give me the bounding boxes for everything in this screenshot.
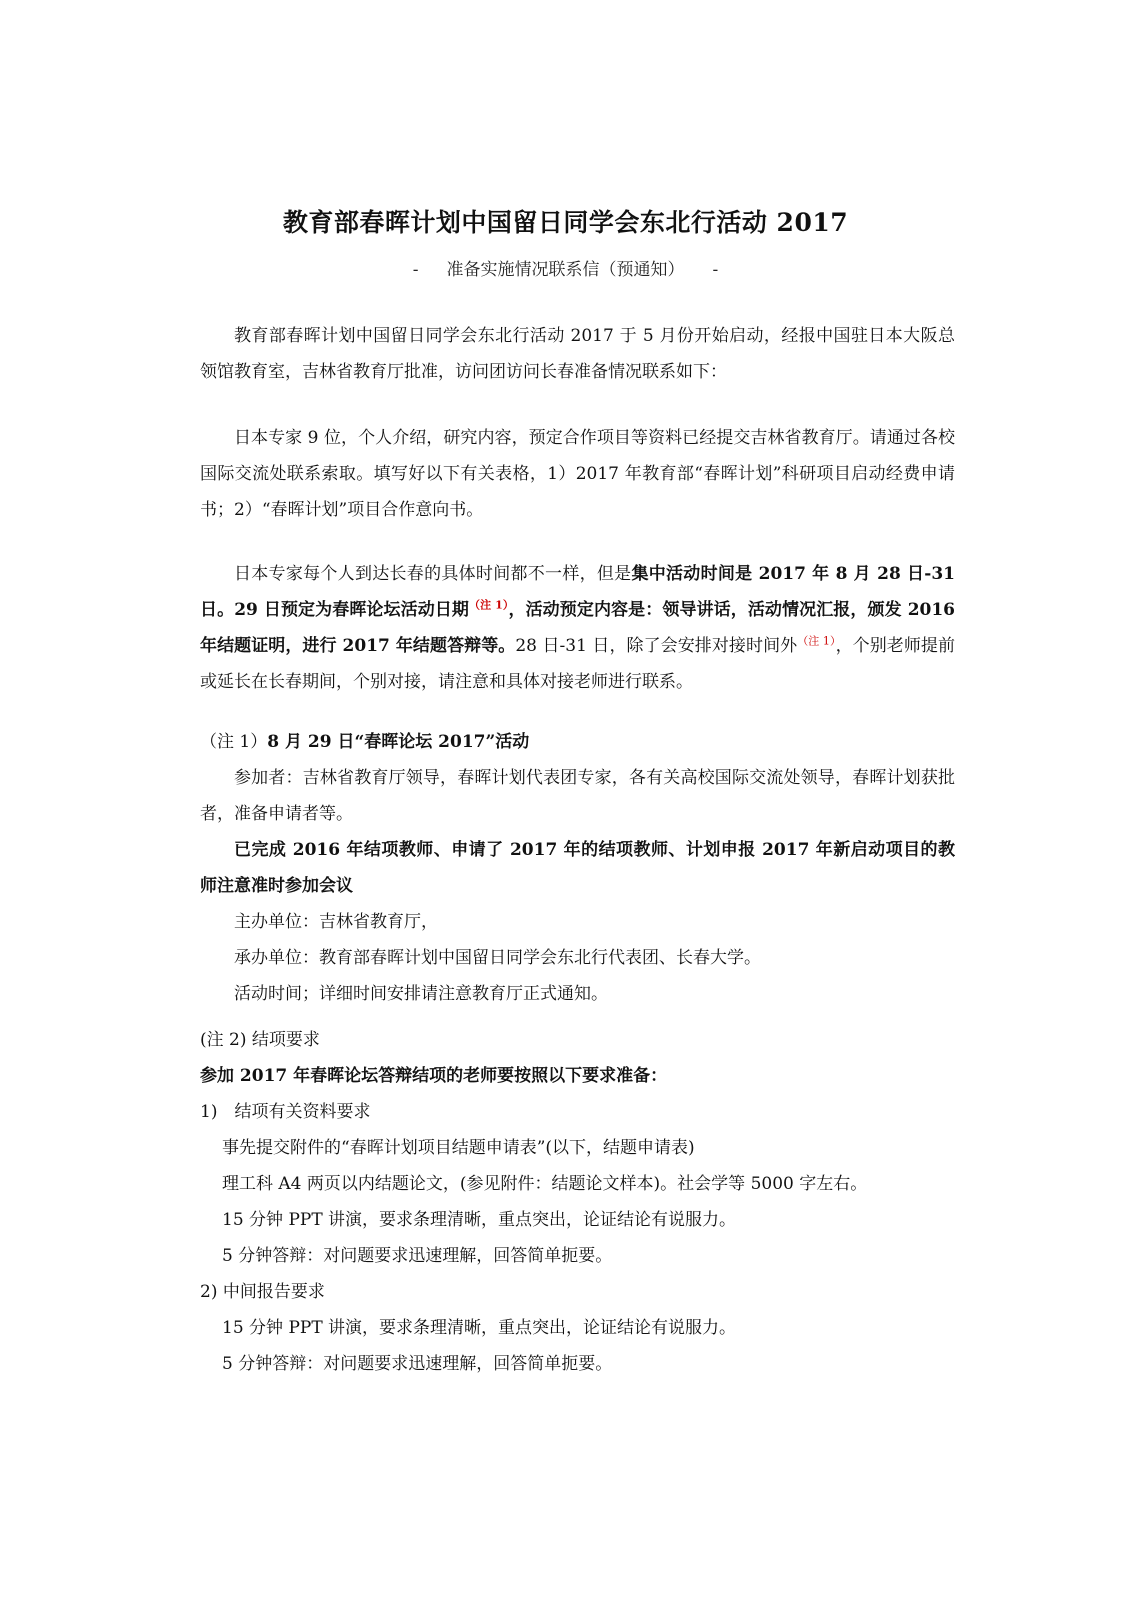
list-item: 15 分钟 PPT 讲演，要求条理清晰，重点突出，论证结论有说服力。 (222, 1318, 737, 1338)
note1-organizer: 承办单位：教育部春晖计划中国留日同学会东北行代表团、长春大学。 (234, 948, 761, 968)
experts-paragraph: 日本专家 9 位，个人介绍，研究内容，预定合作项目等资料已经提交吉林省教育厅。请通过各校国际交流处联系索取。填写好以下有关表格，1）2017 年教育部“春晖计划”科研项目启动经费申请书；2）“春晖计划”项目合作意向书。 (200, 428, 955, 520)
note2-heading: (注 2) 结项要求 (200, 1030, 320, 1050)
note2-bold-intro: 参加 2017 年春晖论坛答辩结项的老师要按照以下要求准备： (200, 1066, 668, 1086)
schedule-paragraph-block (200, 556, 955, 700)
note1-prefix: （注 1） (200, 732, 268, 752)
subtitle-text: 准备实施情况联系信（预通知） (446, 260, 685, 280)
note2-item2-heading: 2) 中间报告要求 (200, 1282, 325, 1302)
list-item: 5 分钟答辩：对问题要求迅速理解，回答简单扼要。 (222, 1354, 613, 1374)
document-subtitle (0, 255, 1131, 280)
note2-item1-heading: 1) 结项有关资料要求 (200, 1102, 371, 1122)
schedule-bold-1: 集中活动时间是 2017 年 8 月 28 日-31 日。29 日预定为春晖论坛活动日期 (200, 564, 955, 620)
intro-paragraph-block (200, 318, 955, 390)
list-item: 事先提交附件的“春晖计划项目结题申请表”(以下，结题申请表) (222, 1138, 695, 1158)
subtitle-dash-left: - (412, 260, 419, 280)
note-reference-2: （注 1） (797, 634, 836, 648)
note1-bold-notice: 已完成 2016 年结项教师、申请了 2017 年的结项教师、计划申报 2017 年新启动项目的教师注意准时参加会议 (200, 840, 955, 896)
list-item: 5 分钟答辩：对问题要求迅速理解，回答简单扼要。 (222, 1246, 613, 1266)
subtitle-dash-right: - (712, 260, 719, 280)
list-item: 15 分钟 PPT 讲演，要求条理清晰，重点突出，论证结论有说服力。 (222, 1210, 737, 1230)
note-reference-1: （注 1） (469, 598, 509, 612)
intro-paragraph: 教育部春晖计划中国留日同学会东北行活动 2017 于 5 月份开始启动，经报中国驻日本大阪总领馆教育室，吉林省教育厅批准，访问团访问长春准备情况联系如下： (200, 326, 955, 382)
schedule-text-1: 日本专家每个人到达长春的具体时间都不一样，但是 (234, 564, 632, 584)
schedule-bold-2: ，活动预定内容是：领导讲话，活动情况汇报，颁发 2016 年结题证明，进行 2017 年结题答辩等。 (200, 600, 956, 656)
note1-host: 主办单位：吉林省教育厅， (234, 912, 438, 932)
document-title: 教育部春晖计划中国留日同学会东北行活动 2017 (282, 208, 849, 237)
note1-time: 活动时间；详细时间安排请注意教育厅正式通知。 (234, 984, 608, 1004)
note1-heading-text: 8 月 29 日“春晖论坛 2017”活动 (267, 732, 530, 752)
list-item: 理工科 A4 两页以内结题论文，(参见附件：结题论文样本)。社会学等 5000 字左右。 (222, 1174, 868, 1194)
schedule-text-2: 28 日-31 日，除了会安排对接时间外 (515, 636, 798, 656)
schedule-paragraph (200, 556, 955, 700)
note2-section (200, 1022, 955, 1382)
schedule-text-3: ，个别老师提前或延长在长春期间，个别对接，请注意和具体对接老师进行联系。 (200, 636, 955, 692)
note1-participants: 参加者：吉林省教育厅领导，春晖计划代表团专家，各有关高校国际交流处领导，春晖计划获批者，准备申请者等。 (200, 768, 955, 824)
note1-section (200, 724, 955, 1012)
note1-heading (200, 724, 955, 760)
experts-paragraph-block (200, 420, 955, 528)
